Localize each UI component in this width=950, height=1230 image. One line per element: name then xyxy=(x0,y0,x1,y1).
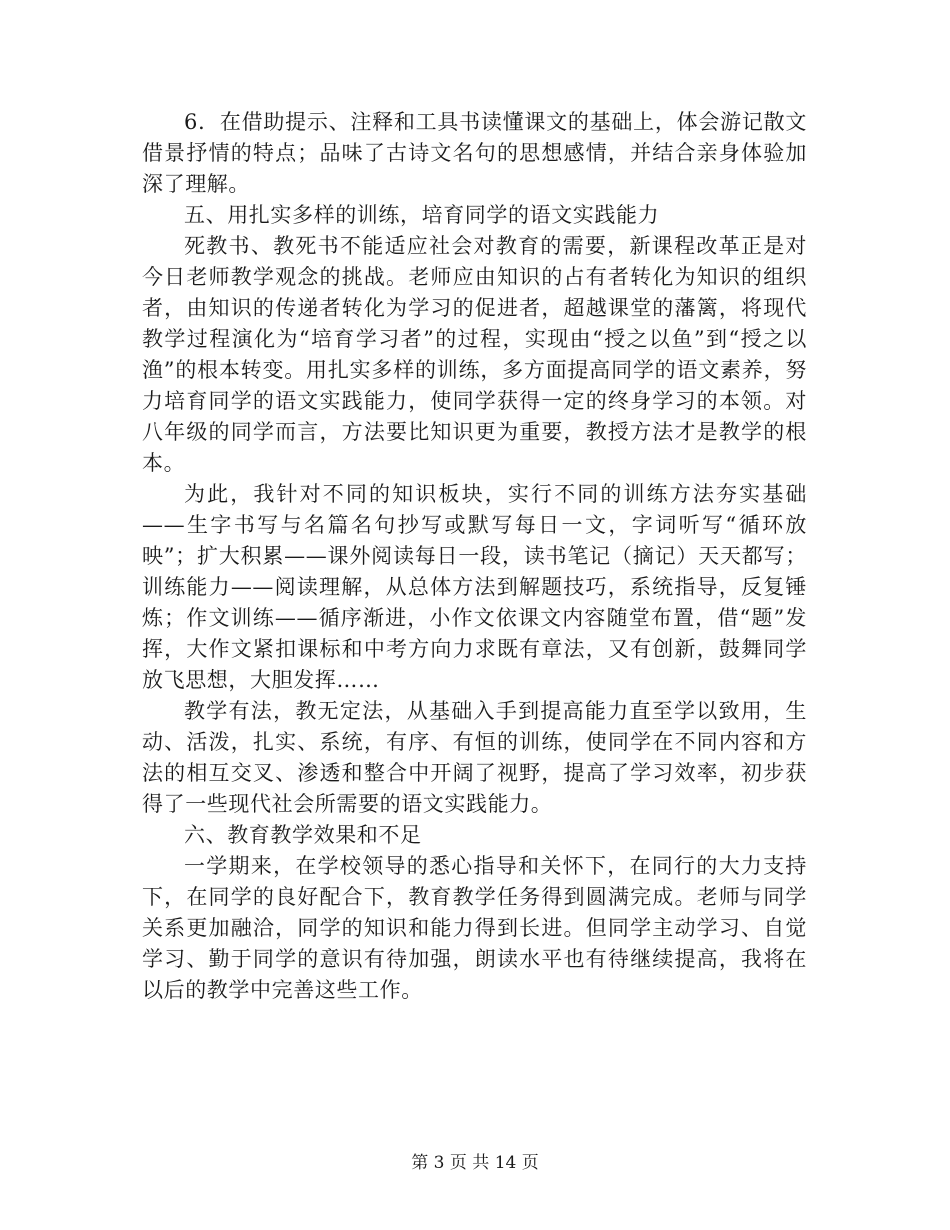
section-heading-6: 六、教育教学效果和不足 xyxy=(184,823,422,847)
page-number-footer: 第 3 页 共 14 页 xyxy=(411,1153,539,1173)
document-body xyxy=(142,107,807,1006)
paragraph-body: 教学有法，教无定法，从基础入手到提高能力直至学以致用，生动、活泼，扎实、系统，有序、有恒的训练，使同学在不同内容和方法的相互交叉、渗透和整合中开阔了视野，提高了学习效率，初步获得了一些现代社会所需要的语文实践能力。 xyxy=(142,699,807,816)
section-heading-5: 五、用扎实多样的训练，培育同学的语文实践能力 xyxy=(184,203,660,227)
paragraph-body: 死教书、教死书不能适应社会对教育的需要，新课程改革正是对今日老师教学观念的挑战。老师应由知识的占有者转化为知识的组织者，由知识的传递者转化为学习的促进者，超越课堂的藩篱，将现代教学过程演化为“培育学习者”的过程，实现由“授之以鱼”到“授之以渔”的根本转变。用扎实多样的训练，多方面提高同学的语文素养，努力培育同学的语文实践能力，使同学获得一定的终身学习的本领。对八年级的同学而言，方法要比知识更为重要，教授方法才是教学的根本。 xyxy=(142,234,807,475)
paragraph-body: 一学期来，在学校领导的悉心指导和关怀下，在同行的大力支持下，在同学的良好配合下，教育教学任务得到圆满完成。老师与同学关系更加融洽，同学的知识和能力得到长进。但同学主动学习、自觉学习、勤于同学的意识有待加强，朗读水平也有待继续提高，我将在以后的教学中完善这些工作。 xyxy=(142,854,807,1002)
paragraph-item-6: 6．在借助提示、注释和工具书读懂课文的基础上，体会游记散文借景抒情的特点；品味了古诗文名句的思想感情，并结合亲身体验加深了理解。 xyxy=(142,110,807,196)
paragraph-body: 为此，我针对不同的知识板块，实行不同的训练方法夯实基础——生字书写与名篇名句抄写或默写每日一文，字词听写“循环放映”；扩大积累——课外阅读每日一段，读书笔记（摘记）天天都写；训练能力——阅读理解，从总体方法到解题技巧，系统指导，反复锤炼；作文训练——循序渐进，小作文依课文内容随堂布置，借“题”发挥，大作文紧扣课标和中考方向力求既有章法，又有创新，鼓舞同学放飞思想，大胆发挥…… xyxy=(142,482,807,692)
